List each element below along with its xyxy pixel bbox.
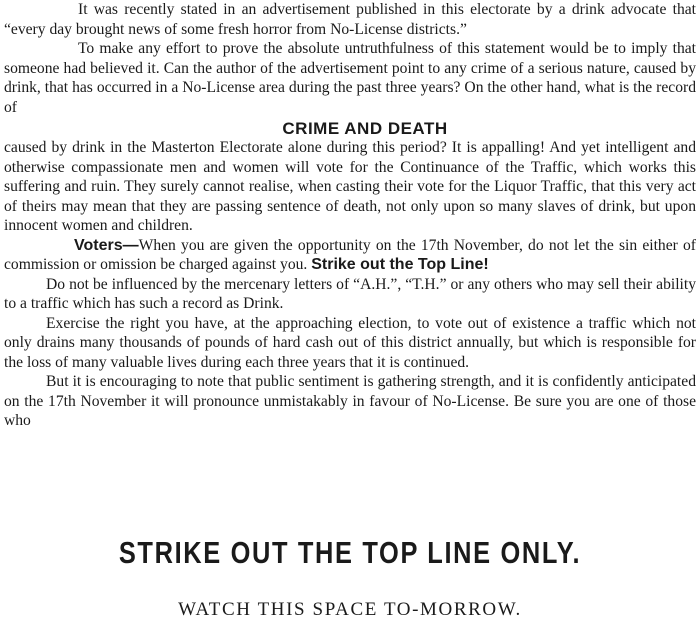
paragraph-exercise-right: Exercise the right you have, at the approaching election, to vote out of existence a traffic which not only drains many thousands of pounds of hard cash out of this district annually, but which is responsible for the loss of many valuable lives during each three years that it is continued. (4, 314, 696, 371)
paragraph-voters (4, 236, 696, 275)
paragraph-mercenary-letters: Do not be influenced by the mercenary letters of “A.H.”, “T.H.” or any others who may sell their ability to a traffic which has such a record as Drink. (4, 275, 696, 312)
strike-top-line-callout: Strike out the Top Line! (311, 256, 489, 273)
crime-and-death-heading: CRIME AND DEATH (282, 119, 448, 138)
watch-this-space-footer: WATCH THIS SPACE TO-MORROW. (178, 599, 522, 620)
paragraph-untruthfulness: To make any effort to prove the absolute untruthfulness of this statement would be to imply that someone had believed it. Can the author of the advertisement point to any crime of a serious nature, caused by drink, that has occurred in a No-License area during the past three years? On the other hand, what is the record of (4, 40, 696, 116)
paragraph-public-sentiment: But it is encouraging to note that public sentiment is gathering strength, and it is confidently anticipated on the 17th November it will pronounce unmistakably in favour of No-License. Be sure you are one of those who (4, 373, 696, 429)
voters-label: Voters— (74, 236, 139, 254)
paragraph-advertisement-claim: It was recently stated in an advertisement published in this electorate by a drink advocate that “every day brought news of some fresh horror from No-License districts.” (4, 1, 696, 38)
advertisement-body (4, 0, 696, 431)
paragraph-masterton-electorate: caused by drink in the Masterton Electorate alone during this period? It is appalling! And yet intelligent and otherwise compassionate men and women will vote for the Continuance of the Traffic, which works this suffering and ruin. They surely cannot realise, when casting their vote for the Liquor Traffic, that this very act of theirs may mean that they are passing sentence of death, not only upon so many slaves of drink, but upon innocent women and children. (4, 139, 696, 234)
voters-text: When you are given the opportunity on the 17th November, do not let the sin either of commission or omission be charged against you. (4, 236, 696, 273)
strike-out-headline: STRIKE OUT THE TOP LINE ONLY. (118, 535, 582, 570)
